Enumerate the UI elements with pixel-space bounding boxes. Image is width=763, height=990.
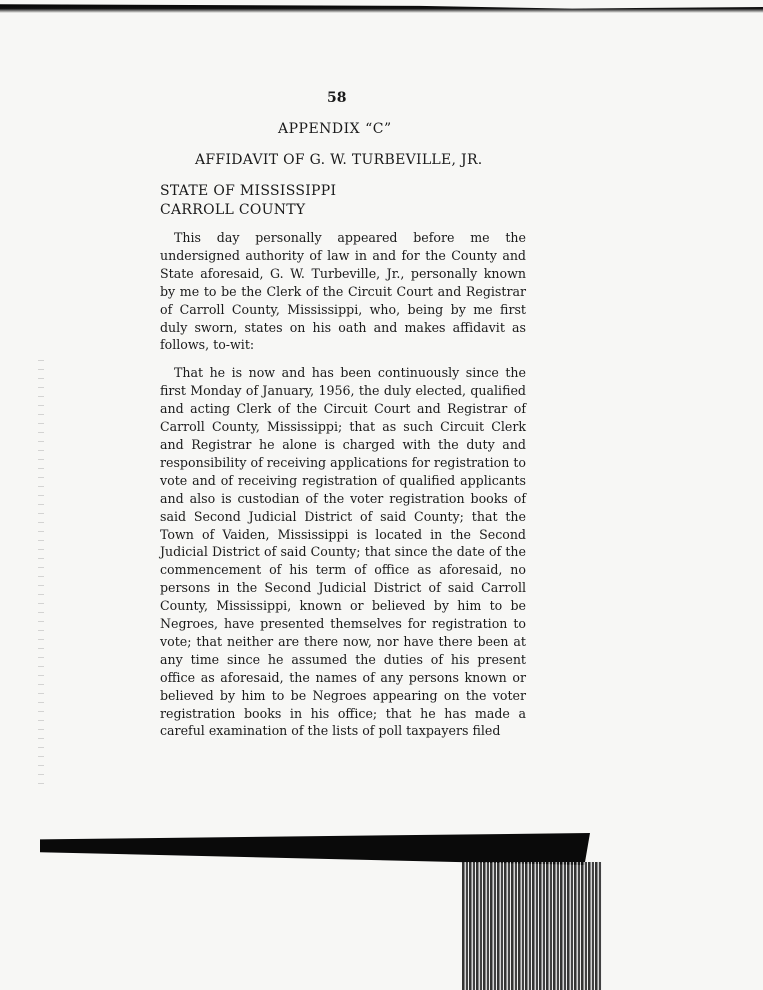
appendix-heading: APPENDIX “C” <box>278 121 392 137</box>
paragraph: That he is now and has been continuously since the first Monday of January, 1956, the duly elected, qualified and acting Clerk of the Circuit Court and Registrar of Carroll County, Mississippi; that as such Circuit Clerk and Registrar he alone is charged with the duty and responsibility of receiving applications for registration to vote and of receiving registration of qualified applicants and also is custodian of the voter registration books of said Second Judicial District of said County; that the Town of Vaiden, Mississippi is located in the Second Judicial District of said County; that since the date of the commencement of his term of office as aforesaid, no persons in the Second Judicial District of said Carroll County, Mississippi, known or believed by him to be Negroes, have presented themselves for registration to vote; that neither are there now, nor have there been at any time since he assumed the duties of his present office as aforesaid, the names of any persons known or believed by him to be Negroes appearing on the voter registration books in his office; that he has made a careful examination of the lists of poll taxpayers filed <box>160 365 526 739</box>
venue-state: STATE OF MISSISSIPPI <box>160 183 337 199</box>
scan-top-edge <box>0 2 763 13</box>
affidavit-body <box>160 229 526 740</box>
scan-bottom-edge <box>40 833 590 865</box>
venue-county: CARROLL COUNTY <box>160 202 306 218</box>
page-number: 58 <box>327 90 347 106</box>
scan-margin-marks <box>38 360 44 790</box>
scan-artifact <box>462 862 602 990</box>
paragraph: This day personally appeared before me the undersigned authority of law in and for the County and State aforesaid, G. W. Turbeville, Jr., personally known by me to be the Clerk of the Circuit Court and Registrar of Carroll County, Mississippi, who, being by me first duly sworn, states on his oath and makes affidavit as follows, to-wit: <box>160 230 526 353</box>
affidavit-title: AFFIDAVIT OF G. W. TURBEVILLE, JR. <box>195 152 483 168</box>
